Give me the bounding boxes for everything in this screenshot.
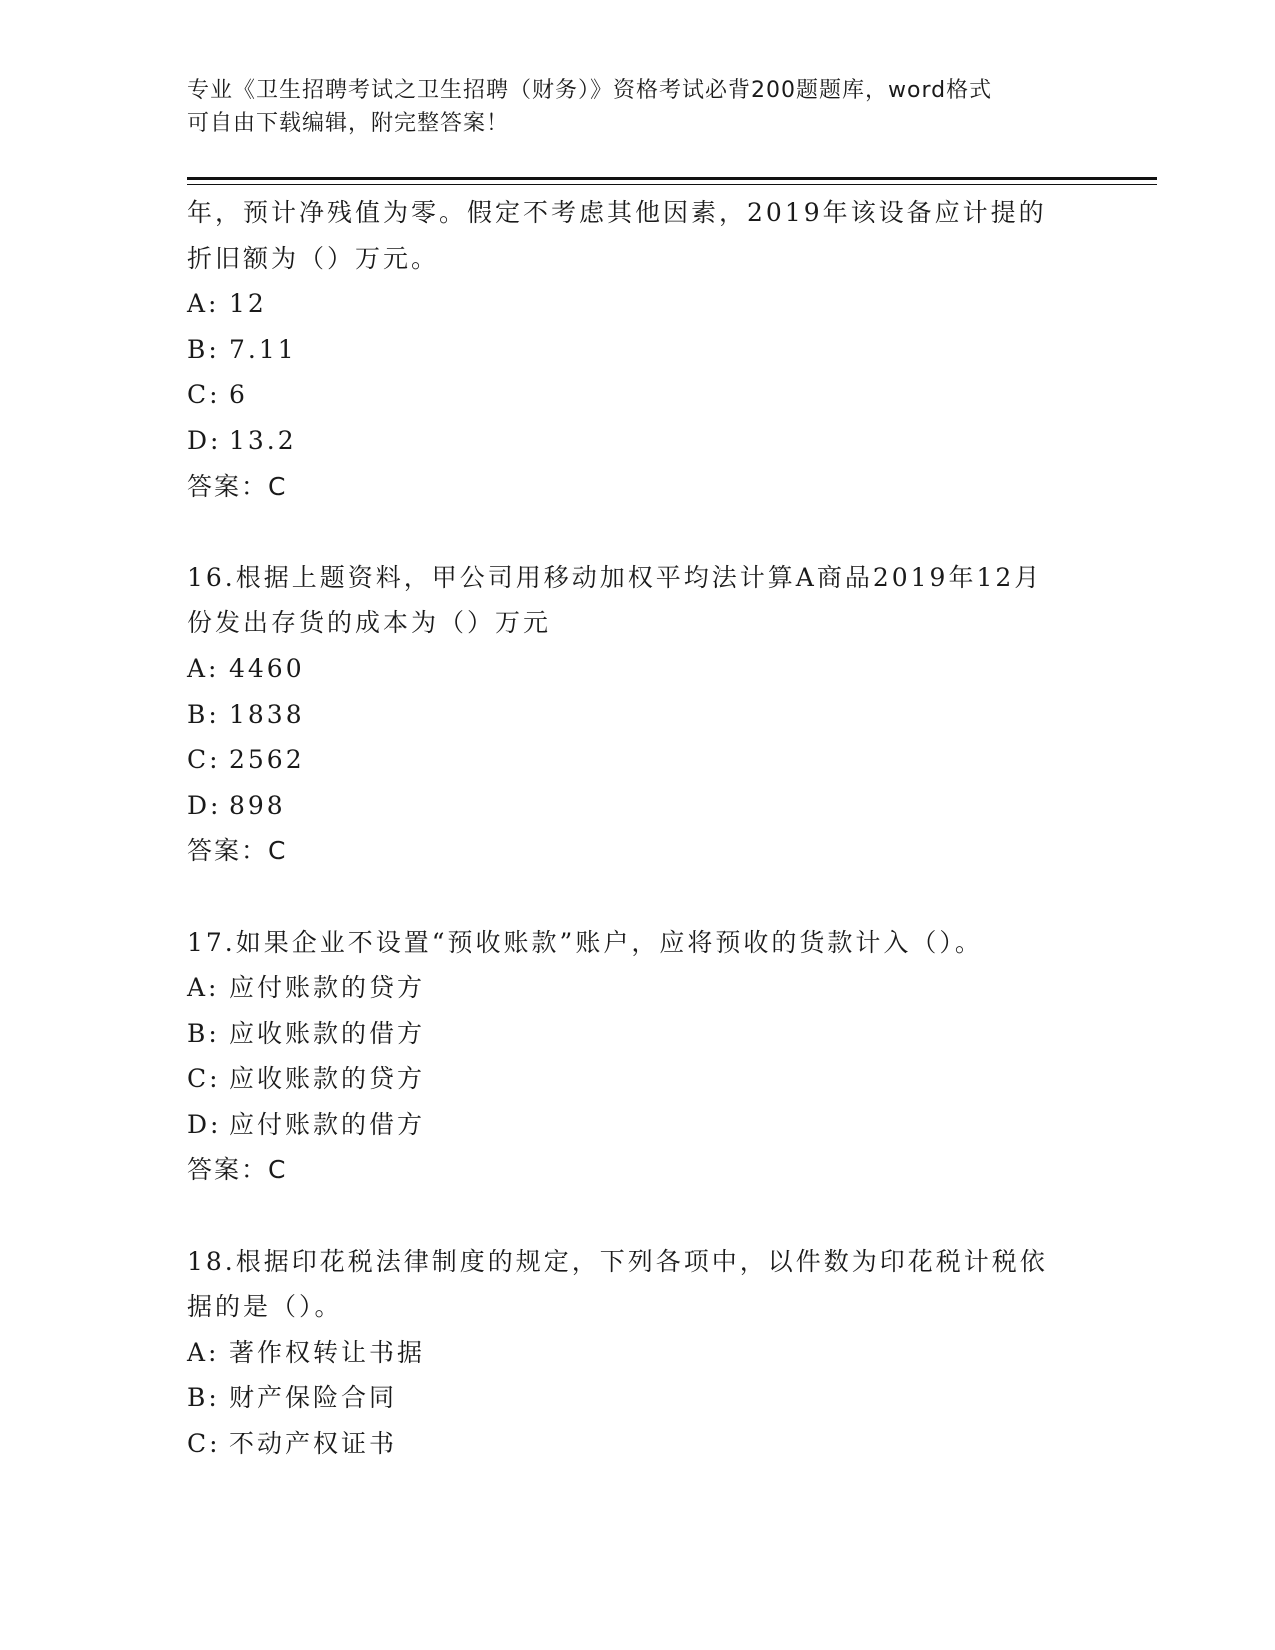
option-text: 应付账款的贷方 bbox=[229, 973, 426, 1003]
answer-line: 答案：C bbox=[187, 471, 288, 501]
header-rule-thin bbox=[187, 184, 1157, 185]
option-label: D: bbox=[187, 1109, 222, 1139]
option-text: 著作权转让书据 bbox=[229, 1337, 426, 1367]
option-c bbox=[187, 1056, 1087, 1102]
option-a bbox=[187, 1330, 1087, 1376]
question-stem-line: 16.根据上题资料，甲公司用移动加权平均法计算A商品2019年12月 bbox=[187, 562, 1043, 592]
option-label: B: bbox=[187, 699, 220, 729]
question-15 bbox=[187, 190, 1087, 509]
option-text: 不动产权证书 bbox=[229, 1429, 398, 1459]
option-label: A: bbox=[187, 973, 220, 1003]
option-a bbox=[187, 965, 1087, 1011]
spacer bbox=[187, 1193, 1087, 1239]
header-line-1: 专业《卫生招聘考试之卫生招聘（财务）》资格考试必背200题题库，word格式 bbox=[187, 78, 993, 103]
option-a bbox=[187, 646, 1087, 692]
option-b bbox=[187, 1011, 1087, 1057]
question-stem-line: 年，预计净残值为零。假定不考虑其他因素，2019年该设备应计提的 bbox=[187, 198, 1047, 227]
option-c bbox=[187, 1421, 1087, 1467]
option-text: 898 bbox=[229, 790, 286, 820]
header-rule-thick bbox=[187, 177, 1157, 180]
option-d bbox=[187, 418, 1087, 464]
question-stem-line: 18.根据印花税法律制度的规定，下列各项中，以件数为印花税计税依 bbox=[187, 1246, 1048, 1276]
option-text: 财产保险合同 bbox=[229, 1383, 398, 1413]
option-label: C: bbox=[187, 1064, 221, 1094]
option-c bbox=[187, 737, 1087, 783]
option-label: C: bbox=[187, 380, 221, 410]
option-label: C: bbox=[187, 745, 221, 775]
option-label: B: bbox=[187, 334, 220, 364]
document-header bbox=[187, 74, 1087, 140]
question-18 bbox=[187, 1239, 1087, 1467]
question-stem-line: 折旧额为（）万元。 bbox=[187, 243, 440, 273]
question-stem-line: 据的是（）。 bbox=[187, 1292, 343, 1322]
option-d bbox=[187, 1102, 1087, 1148]
option-label: B: bbox=[187, 1018, 220, 1048]
option-text: 6 bbox=[229, 380, 248, 410]
option-text: 13.2 bbox=[229, 425, 297, 455]
option-text: 4460 bbox=[229, 653, 305, 683]
option-label: D: bbox=[187, 790, 222, 820]
question-stem-line: 份发出存货的成本为（）万元 bbox=[187, 608, 552, 638]
option-label: C: bbox=[187, 1429, 221, 1459]
option-text: 2562 bbox=[229, 745, 305, 775]
question-17 bbox=[187, 920, 1087, 1194]
option-text: 1838 bbox=[229, 699, 305, 729]
option-text: 应收账款的贷方 bbox=[229, 1064, 426, 1094]
option-label: A: bbox=[187, 653, 220, 683]
option-label: B: bbox=[187, 1383, 220, 1413]
option-b bbox=[187, 327, 1087, 373]
question-16 bbox=[187, 555, 1087, 874]
option-text: 应付账款的借方 bbox=[229, 1109, 426, 1139]
option-b bbox=[187, 692, 1087, 738]
question-stem-line: 17.如果企业不设置“预收账款”账户，应将预收的货款计入（）。 bbox=[187, 927, 983, 957]
option-label: A: bbox=[187, 289, 220, 319]
option-text: 应收账款的借方 bbox=[229, 1018, 426, 1048]
option-c bbox=[187, 372, 1087, 418]
spacer bbox=[187, 874, 1087, 920]
option-text: 12 bbox=[229, 289, 267, 319]
header-line-2: 可自由下载编辑，附完整答案！ bbox=[187, 111, 510, 136]
option-b bbox=[187, 1375, 1087, 1421]
option-label: D: bbox=[187, 425, 222, 455]
option-a bbox=[187, 281, 1087, 327]
answer-line: 答案：C bbox=[187, 1155, 288, 1185]
option-d bbox=[187, 783, 1087, 829]
option-text: 7.11 bbox=[229, 334, 297, 364]
answer-line: 答案：C bbox=[187, 836, 288, 866]
spacer bbox=[187, 509, 1087, 555]
question-list bbox=[187, 190, 1087, 1467]
option-label: A: bbox=[187, 1337, 220, 1367]
